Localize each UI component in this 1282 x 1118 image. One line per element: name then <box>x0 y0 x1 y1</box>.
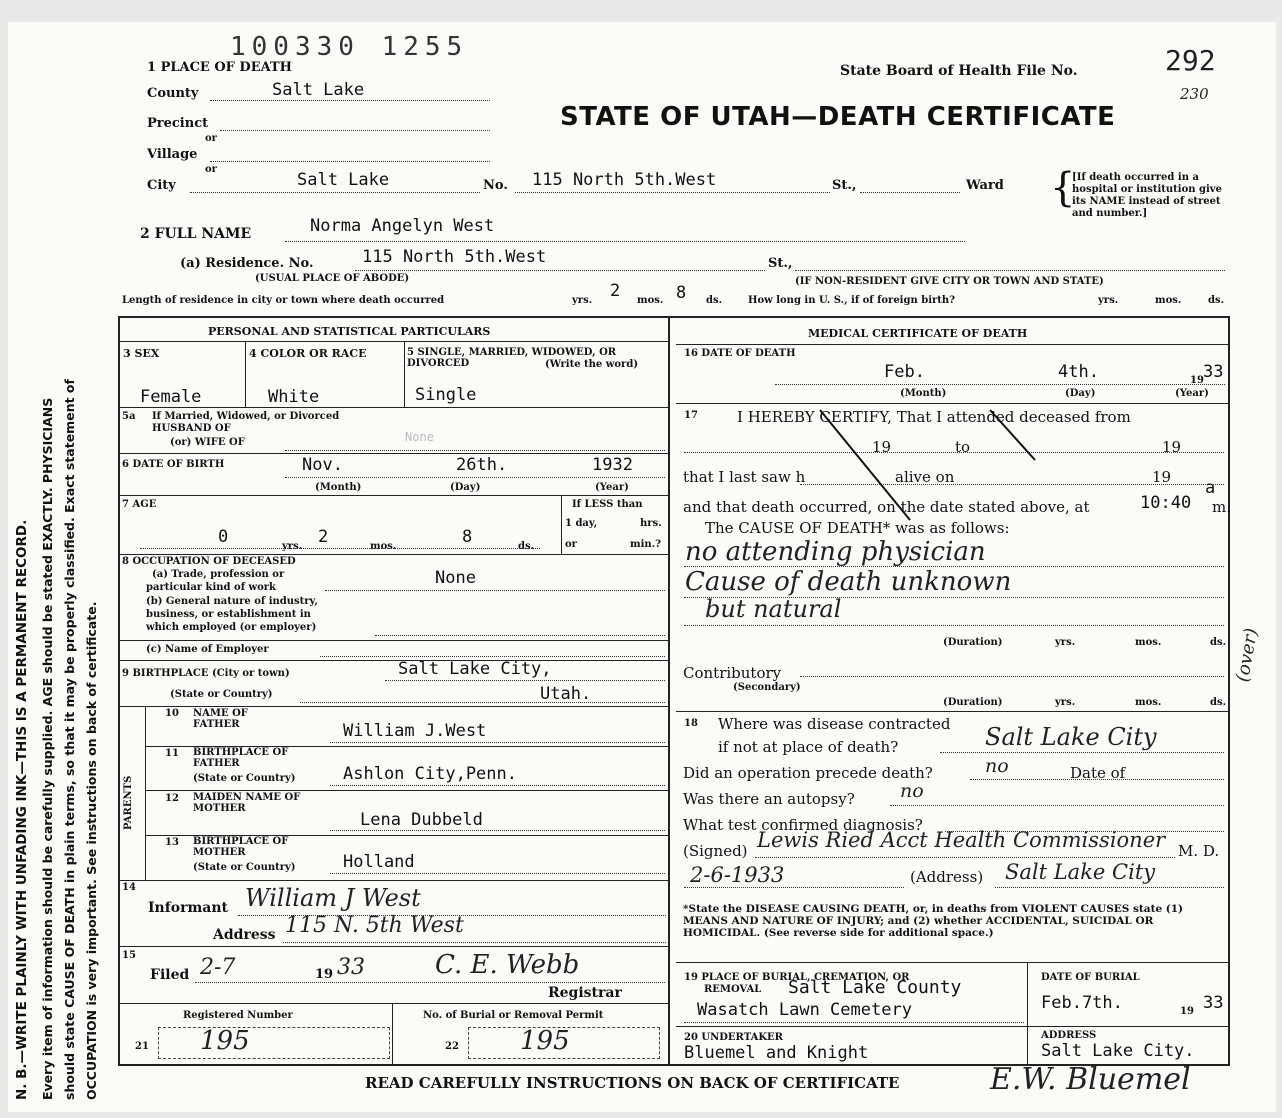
physician-signature: Lewis Ried Acct Health Commissioner <box>757 828 1166 852</box>
file-no-label: State Board of Health File No. <box>840 63 1078 79</box>
footer-instructions: READ CAREFULLY INSTRUCTIONS ON BACK OF CERTIFICATE <box>365 1074 900 1092</box>
contracted-place: Salt Lake City <box>985 723 1157 751</box>
side-note-3: should state CAUSE OF DEATH in plain terms, so that it may be properly classified. Exact statement of <box>62 379 77 1100</box>
cause-footnote: *State the DISEASE CAUSING DEATH, or, in deaths from VIOLENT CAUSES state (1) MEANS AND NATURE OF INJURY; and (2) whether ACCIDENTAL, SUICIDAL OR HOMICIDAL. (See reverse side for additional space.) <box>683 903 1184 939</box>
county-value: Salt Lake <box>272 80 365 100</box>
cause-line-1: no attending physician <box>685 537 986 567</box>
informant-address: 115 N. 5th West <box>285 913 464 938</box>
physician-address: Salt Lake City <box>1005 860 1156 884</box>
cause-line-3: but natural <box>705 595 842 623</box>
death-month: Feb. <box>884 362 925 382</box>
burial-place-1: Salt Lake County <box>788 977 962 998</box>
side-note-1: N. B.—WRITE PLAINLY WITH UNFADING INK—THIS IS A PERMANENT RECORD. <box>14 519 30 1100</box>
length-of-residence-label: Length of residence in city or town where death occurred <box>122 295 445 306</box>
dob-year: 1932 <box>592 455 633 475</box>
mother-birthplace: Holland <box>343 852 415 872</box>
residence-label: (a) Residence. No. <box>180 256 314 271</box>
length-mos: 8 <box>676 283 687 303</box>
filed-year: 33 <box>337 955 365 980</box>
cause-intro: The CAUSE OF DEATH* was as follows: <box>705 519 1010 537</box>
certify-text: I HEREBY CERTIFY, That I attended deceased from <box>737 408 1131 426</box>
street-no-label: No. <box>483 178 508 193</box>
death-day: 4th. <box>1058 362 1099 382</box>
spouse-value: None <box>405 430 434 444</box>
filed-date: 2-7 <box>200 955 236 980</box>
registered-number: 195 <box>200 1026 250 1056</box>
physician-sign-date: 2-6-1933 <box>690 863 785 887</box>
mother-name: Lena Dubbeld <box>360 810 483 830</box>
age-ds: 8 <box>462 527 473 547</box>
color-value: White <box>268 387 320 407</box>
page-title: STATE OF UTAH—DEATH CERTIFICATE <box>560 102 1116 132</box>
medical-heading: MEDICAL CERTIFICATE OF DEATH <box>808 327 1028 340</box>
file-no-alt: 230 <box>1180 85 1209 103</box>
father-birthplace: Ashlon City,Penn. <box>343 764 517 784</box>
over-note: (over) <box>1232 626 1263 684</box>
residence-value: 115 North 5th.West <box>362 247 547 267</box>
personal-heading: PERSONAL AND STATISTICAL PARTICULARS <box>208 325 491 338</box>
cause-line-2: Cause of death unknown <box>685 567 1012 597</box>
informant-signature: William J West <box>245 884 421 912</box>
marital-value: Single <box>415 385 477 405</box>
full-name-value: Norma Angelyn West <box>310 216 495 236</box>
parents-label: PARENTS <box>123 775 134 830</box>
side-note-4: OCCUPATION is very important. See instructions on back of certificate. <box>84 601 99 1100</box>
undertaker-value: Bluemel and Knight <box>684 1043 869 1063</box>
burial-year: 33 <box>1203 993 1224 1013</box>
father-name: William J.West <box>343 721 487 741</box>
informant-address-label: Address <box>213 927 276 943</box>
death-year: 33 <box>1203 362 1224 382</box>
place-of-death-label: 1 PLACE OF DEATH <box>147 60 292 75</box>
precinct-label: Precinct <box>147 116 209 131</box>
sex-value: Female <box>140 387 202 407</box>
county-label: County <box>147 86 199 101</box>
informant-label: Informant <box>148 900 228 916</box>
birthplace-city: Salt Lake City, <box>398 659 552 679</box>
occupation-value: None <box>435 568 476 588</box>
serial-number: 100330 1255 <box>230 32 469 62</box>
full-name-label: 2 FULL NAME <box>140 226 252 242</box>
city-label: City <box>147 178 176 193</box>
contributory-label: Contributory <box>683 664 782 682</box>
side-note-2: Every item of information should be carefully supplied. AGE should be stated EXACTLY. PHYSICIANS <box>40 397 55 1100</box>
hospital-note: [If death occurred in a hospital or institution give its NAME instead of street and number.] <box>1072 172 1222 219</box>
undertaker-address: Salt Lake City. <box>1041 1041 1195 1061</box>
operation-value: no <box>985 755 1009 777</box>
street-value: 115 North 5th.West <box>532 170 717 190</box>
filed-label: Filed <box>150 967 190 983</box>
birthplace-state: Utah. <box>540 684 592 704</box>
autopsy-value: no <box>900 780 924 802</box>
death-time: 10:40 <box>1140 493 1192 513</box>
file-no: 292 <box>1165 44 1216 77</box>
dob-day: 26th. <box>456 455 508 475</box>
burial-permit-number: 195 <box>520 1026 570 1056</box>
burial-place-2: Wasatch Lawn Cemetery <box>697 1000 912 1020</box>
city-value: Salt Lake <box>297 170 390 190</box>
village-label: Village <box>147 147 198 162</box>
burial-date: Feb.7th. <box>1041 993 1123 1013</box>
age-mos: 2 <box>318 527 329 547</box>
age-yrs: 0 <box>218 527 229 547</box>
dob-month: Nov. <box>302 455 343 475</box>
registrar-signature: C. E. Webb <box>435 950 580 980</box>
ward-label: Ward <box>966 178 1004 193</box>
length-yrs: 2 <box>610 281 621 301</box>
undertaker-signature: E.W. Bluemel <box>990 1062 1191 1097</box>
